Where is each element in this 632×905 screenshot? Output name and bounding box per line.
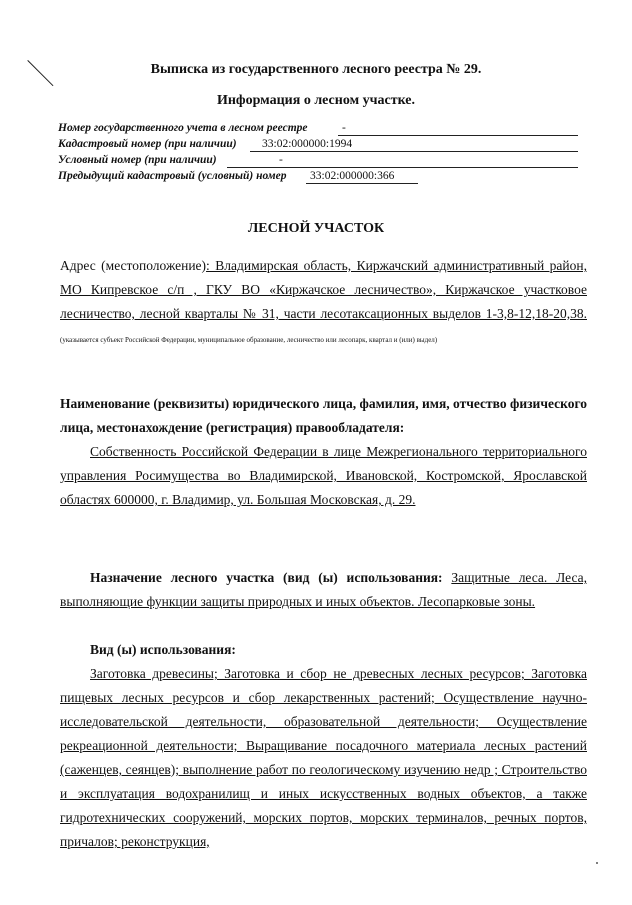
cadastral-label: Кадастровый номер (при наличии) <box>58 138 237 150</box>
state-number-row <box>58 122 308 134</box>
state-number-line <box>338 122 578 136</box>
section-title: ЛЕСНОЙ УЧАСТОК <box>247 221 385 236</box>
state-number-label: Номер государственного учета в лесном реестре <box>58 122 308 134</box>
state-number-value: - <box>342 122 346 134</box>
address-value: : Владимирская область, Киржачский административный район, МО Кипревское с/п , ГКУ ВО «Киржачское лесничество», Киржачское участковое лесничество, лесной кварталы № 31, части лесотаксационных выделов 1-3,8-12,18-20,38. <box>60 258 587 321</box>
conditional-row <box>58 154 217 166</box>
conditional-value: - <box>279 154 283 166</box>
purpose-label: Назначение лесного участка (вид (ы) использования: <box>90 570 443 585</box>
owner-value: Собственность Российской Федерации в лице Межрегионального территориального управления Росимущества во Владимирской, Ивановской, Костромской, Ярославской областях 600000, г. Владимир, ул. Большая Московская, д. 29. <box>60 444 587 507</box>
usage-label: Вид (ы) использования: <box>90 642 236 657</box>
owner-label: Наименование (реквизиты) юридического лица, фамилия, имя, отчество физического лица, местонахождение (регистрация) правообладателя: <box>60 396 587 435</box>
document-title: Выписка из государственного лесного реестра № 29. <box>150 62 482 77</box>
previous-line <box>306 170 418 184</box>
previous-value: 33:02:000000:366 <box>310 170 395 182</box>
cadastral-value: 33:02:000000:1994 <box>262 138 353 150</box>
scan-speck <box>596 862 598 864</box>
document-subtitle: Информация о лесном участке. <box>216 93 416 108</box>
address-note: (указывается субъект Российской Федерации, муниципальное образование, лесничество или лесопарк, квартал и (или) выдел) <box>60 336 438 344</box>
cadastral-row <box>58 138 237 150</box>
address-paragraph <box>60 254 587 352</box>
previous-label: Предыдущий кадастровый (условный) номер <box>58 170 287 182</box>
address-label: Адрес (местоположение) <box>60 258 207 273</box>
owner-paragraph <box>60 440 587 512</box>
purpose-paragraph <box>60 566 587 614</box>
cadastral-line <box>250 138 578 152</box>
previous-row <box>58 170 287 182</box>
usage-paragraph <box>60 662 587 888</box>
conditional-line <box>227 154 578 168</box>
conditional-label: Условный номер (при наличии) <box>58 154 217 166</box>
usage-value: Заготовка древесины; Заготовка и сбор не древесных лесных ресурсов; Заготовка пищевых лесных ресурсов и сбор лекарственных растений; Осуществление научно-исследовательской деятельности, образовательной деятельности; Осуществление рекреационной деятельности; Выращивание посадочного материала лесных растений (саженцев, сеянцев); выполнение работ по геологическому изучению недр ; Строительство и эксплуатация водохранилищ и иных искусственных водных объектов, а также гидротехнических сооружений, морских портов, морских терминалов, речных портов, причалов; реконструкция, <box>60 666 587 849</box>
purpose-value: Защитные леса. Леса, выполняющие функции защиты природных и иных объектов. Лесопарковые зоны. <box>60 570 587 609</box>
